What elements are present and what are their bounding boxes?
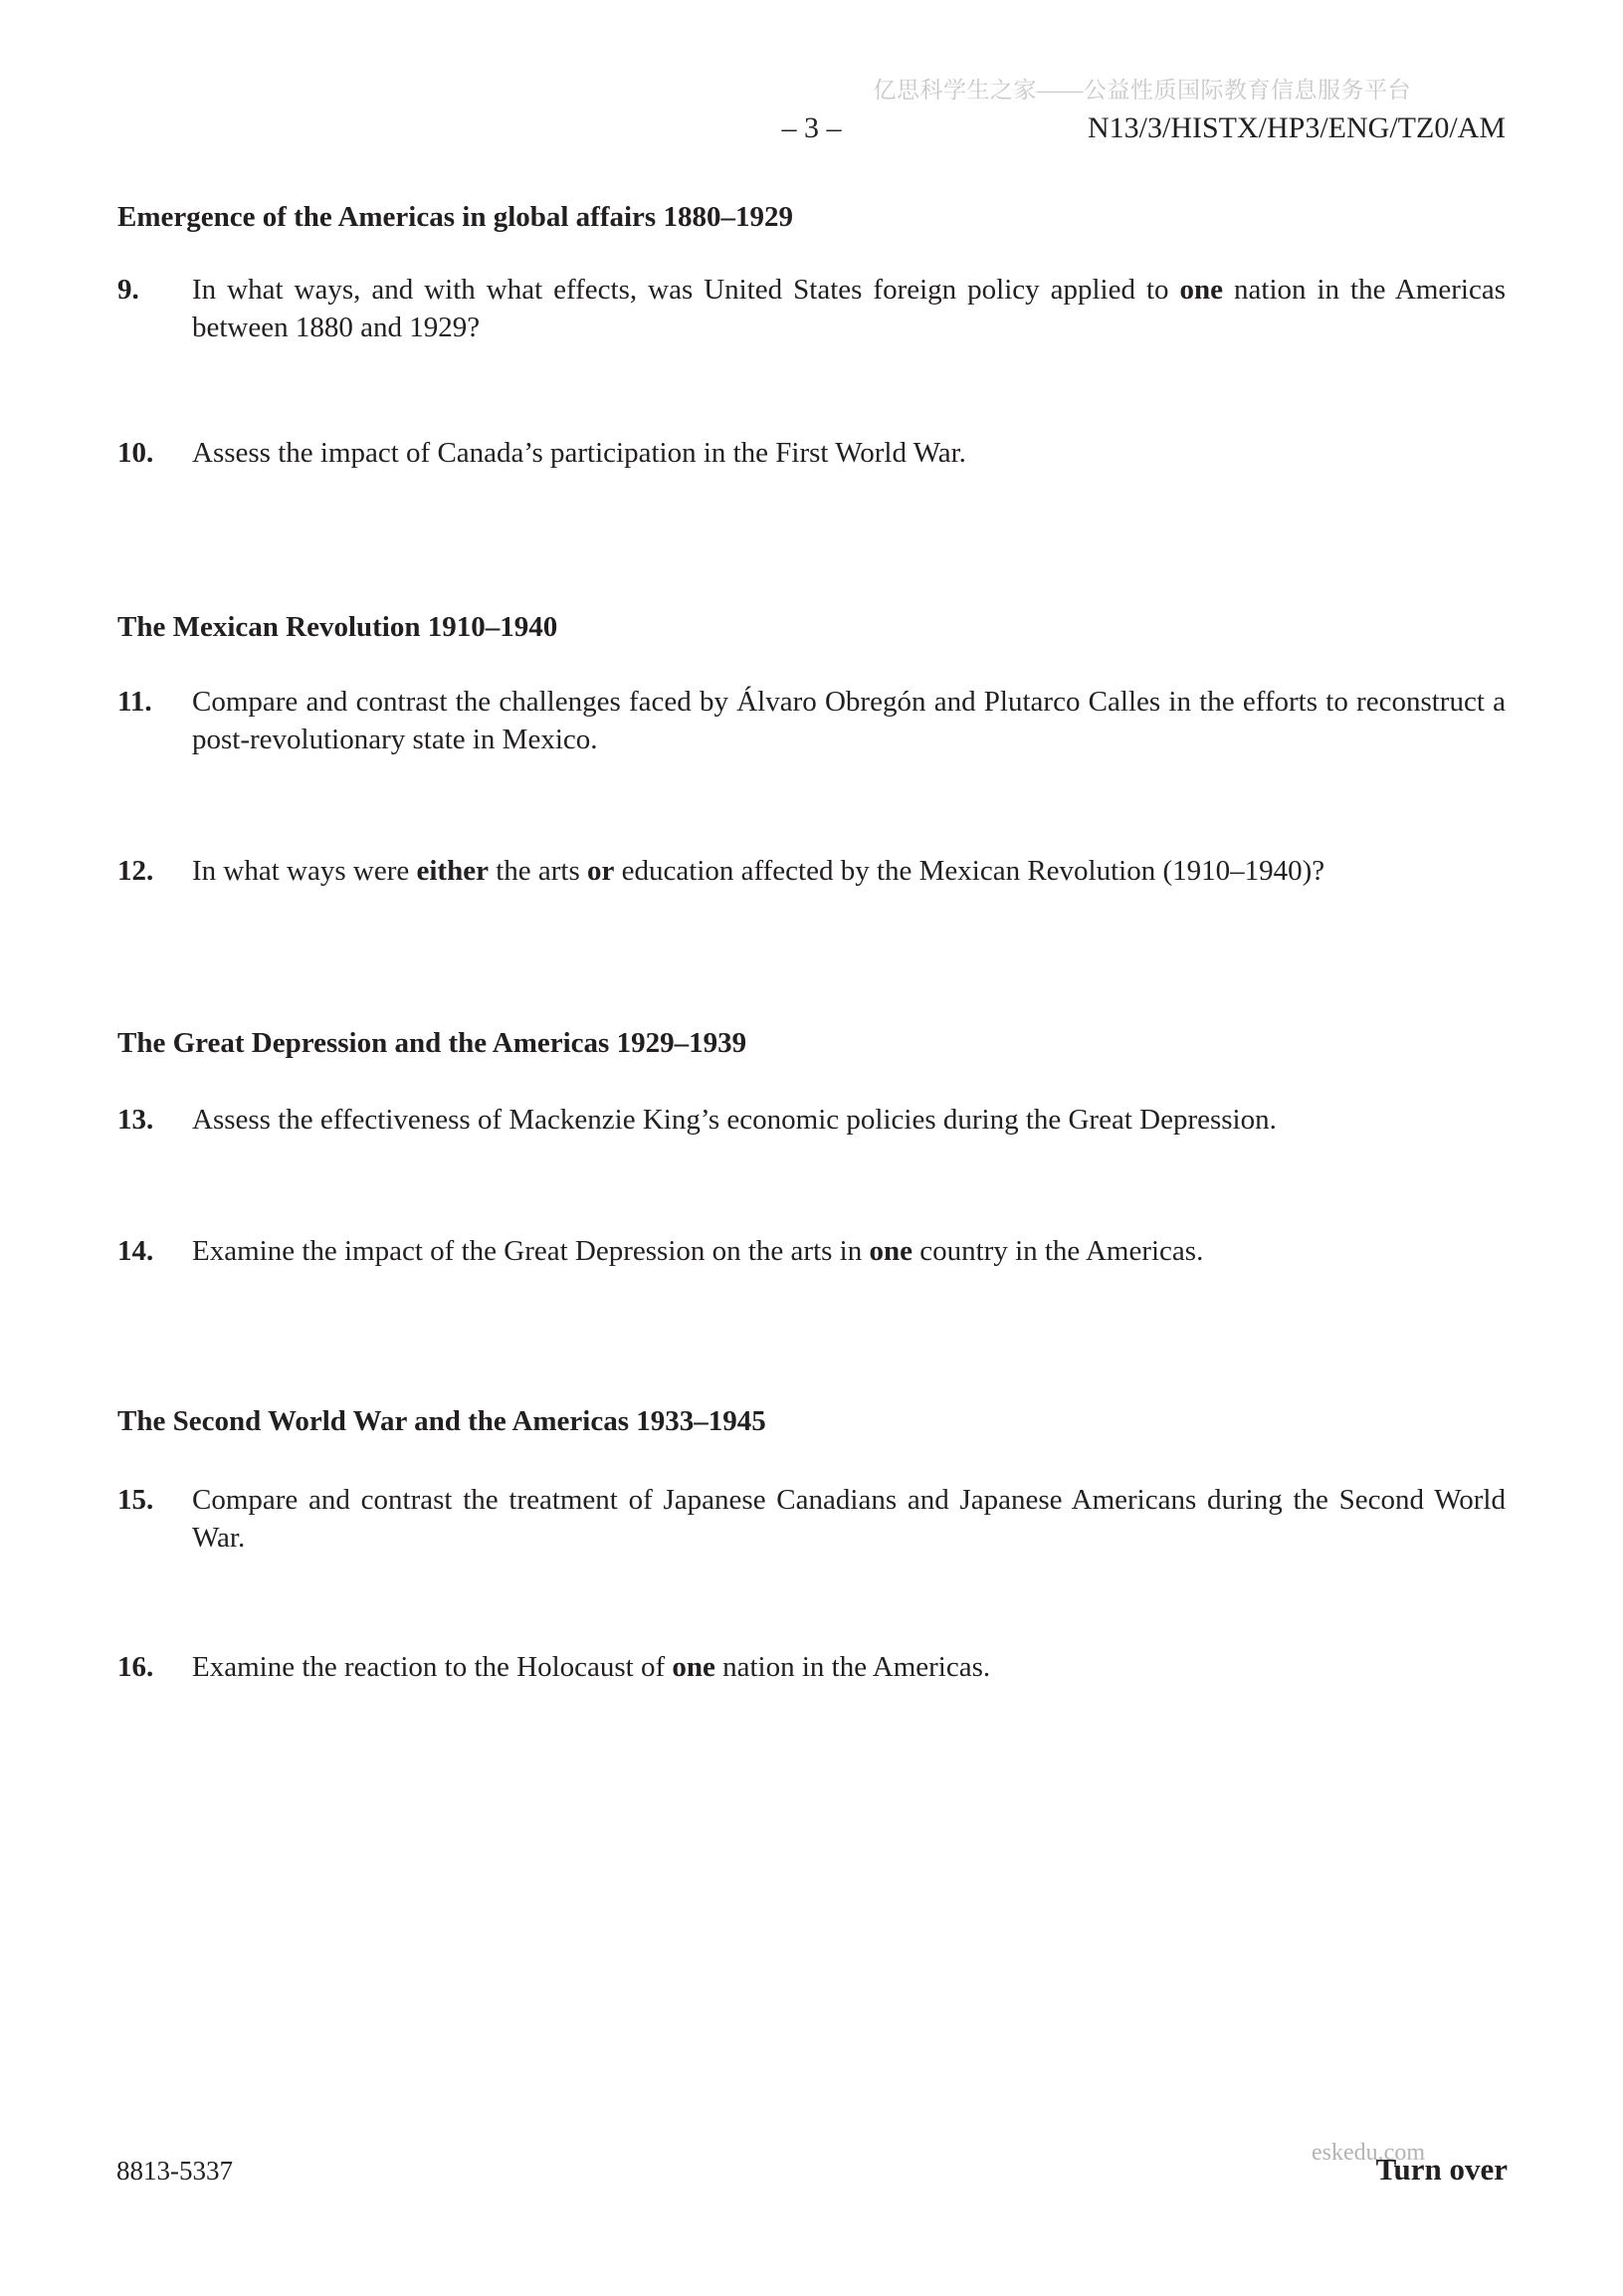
question-text: Assess the effectiveness of Mackenzie King’s economic policies during the Great Depression.: [192, 1104, 1277, 1136]
question-number: 15.: [117, 1484, 154, 1516]
question-text: In what ways, and with what effects, was United States foreign policy applied to one nation in the Americas between 1880 and 1929?: [192, 274, 1506, 343]
question-text: In what ways were either the arts or education affected by the Mexican Revolution (1910–1940)?: [192, 855, 1325, 887]
question-9: [117, 271, 1506, 346]
question-text: Examine the reaction to the Holocaust of one nation in the Americas.: [192, 1651, 991, 1683]
turn-over-label: Turn over: [1375, 2152, 1508, 2187]
question-number: 12.: [117, 855, 154, 887]
question-13: [117, 1101, 1506, 1139]
question-number: 10.: [117, 437, 154, 469]
question-11: [117, 683, 1506, 758]
question-10: [117, 434, 1506, 472]
page-number: – 3 –: [781, 111, 842, 144]
section-heading-mexican-revolution: The Mexican Revolution 1910–1940: [117, 611, 558, 643]
question-text: Examine the impact of the Great Depression on the arts in one country in the Americas.: [192, 1235, 1204, 1267]
question-text: Compare and contrast the challenges faced by Álvaro Obregón and Plutarco Calles in the efforts to reconstruct a post-revolutionary state in Mexico.: [192, 686, 1506, 755]
question-12: [117, 852, 1506, 890]
header-watermark-text: 亿思科学生之家——公益性质国际教育信息服务平台: [873, 78, 1411, 103]
footer-watermark-text: eskedu.com: [1312, 2140, 1425, 2166]
section-heading-second-world-war: The Second World War and the Americas 1933–1945: [117, 1405, 766, 1437]
question-16: [117, 1648, 1506, 1686]
question-number: 13.: [117, 1104, 154, 1136]
section-heading-great-depression: The Great Depression and the Americas 1929–1939: [117, 1027, 747, 1059]
question-15: [117, 1481, 1506, 1557]
question-number: 11.: [117, 686, 152, 718]
footer-reference-code: 8813-5337: [116, 2156, 233, 2186]
question-number: 14.: [117, 1235, 154, 1267]
section-heading-emergence-americas: Emergence of the Americas in global affairs 1880–1929: [117, 201, 793, 233]
question-14: [117, 1232, 1506, 1270]
paper-code: N13/3/HISTX/HP3/ENG/TZ0/AM: [1088, 111, 1506, 144]
question-text: Compare and contrast the treatment of Japanese Canadians and Japanese Americans during the Second World War.: [192, 1484, 1506, 1554]
question-text: Assess the impact of Canada’s participation in the First World War.: [192, 437, 966, 469]
question-number: 9.: [117, 274, 139, 306]
question-number: 16.: [117, 1651, 154, 1683]
